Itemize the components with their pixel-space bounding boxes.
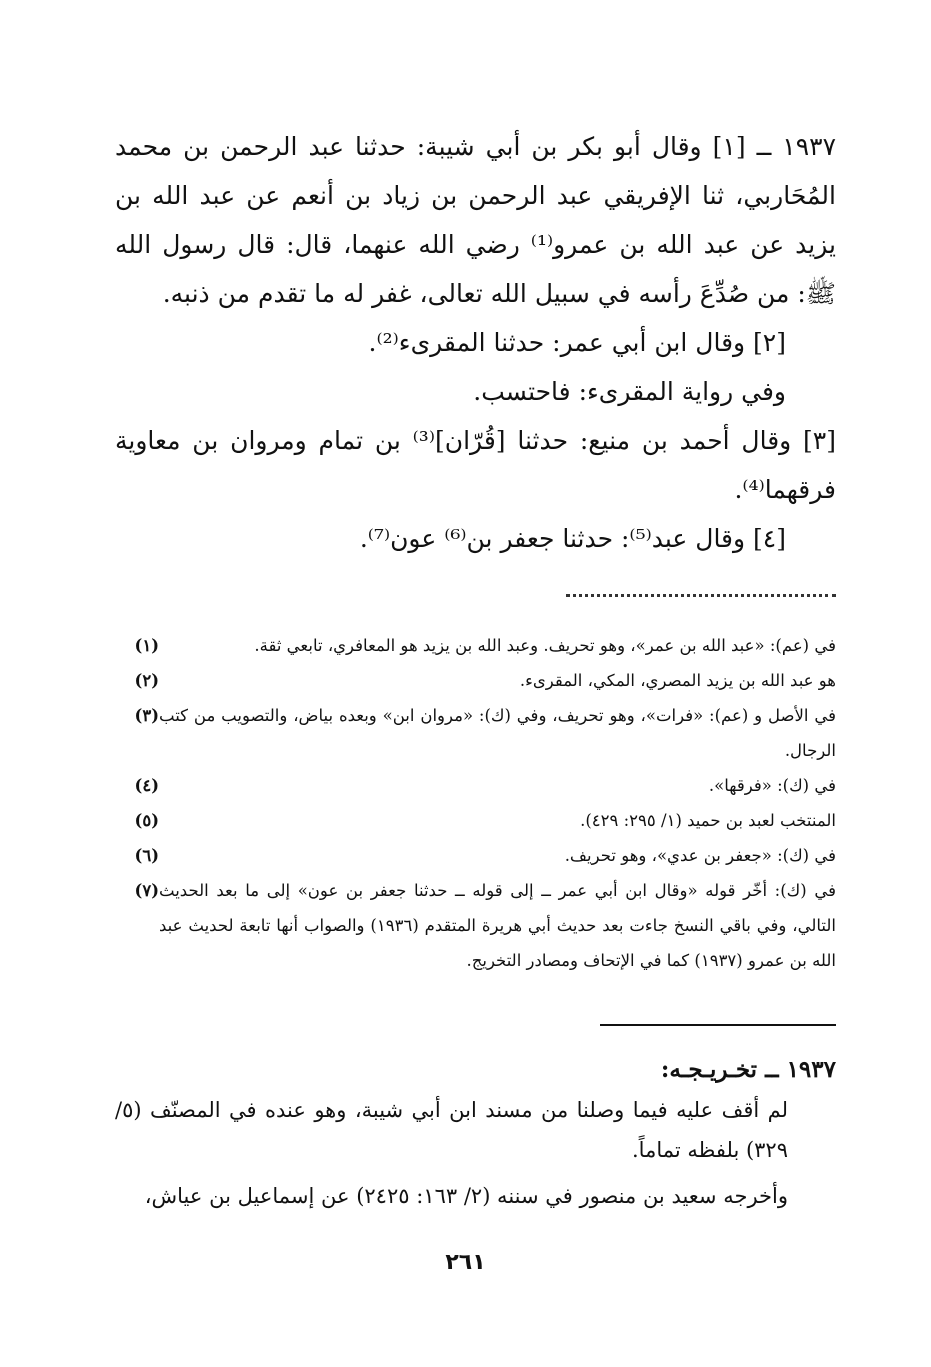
- footnote-number: (٥): [134, 811, 159, 830]
- footnote-2: [115, 663, 836, 698]
- footnote-6: [115, 838, 836, 873]
- footnote-number: (١): [134, 636, 159, 655]
- section-divider: [600, 1024, 836, 1026]
- footnote-number: (٦): [134, 846, 159, 865]
- footnote-text: هو عبد الله بن يزيد المصري، المكي، المقرىء.: [519, 671, 836, 690]
- hadith-paragraph-2: [٢] وقال ابن أبي عمر: حدثنا المقرىء⁽²⁾.: [368, 328, 786, 357]
- footnote-text: في (ك): «فرقها».: [708, 776, 836, 795]
- hadith-paragraph-4: [٣] وقال أحمد بن منيع: حدثنا [قُرّان]⁽³⁾ بن تمام ومروان بن معاوية فرقهما⁽⁴⁾.: [115, 426, 836, 504]
- hadith-paragraph-1: ١٩٣٧ ــ [١] وقال أبو بكر بن أبي شيبة: حدثنا عبد الرحمن بن محمد المُحَاربي، ثنا الإفريقي عبد الرحمن بن زياد بن أنعم عن عبد الله بن يزيد عن عبد الله بن عمرو⁽¹⁾ رضي الله عنهما، قال: قال رسول الله ﷺ: من صُدِّعَ رأسه في سبيل الله تعالى، غفر له ما تقدم من ذنبه.: [115, 132, 837, 308]
- footnote-separator: [566, 594, 836, 607]
- footnotes: [115, 628, 836, 978]
- footnote-text: في (عم): «عبد الله بن عمر»، وهو تحريف. وعبد الله بن يزيد هو المعافري، تابعي ثقة.: [254, 636, 836, 655]
- takhrij-paragraph-2: وأخرجه سعيد بن منصور في سننه (٢/ ١٦٣: ٢٤٢٥) عن إسماعيل بن عياش،: [144, 1184, 788, 1208]
- footnote-text: في (ك): «جعفر بن عدي»، وهو تحريف.: [564, 846, 836, 865]
- hadith-paragraph-5: [٤] وقال عبد⁽⁵⁾: حدثنا جعفر بن⁽⁶⁾ عون⁽⁷⁾.: [359, 524, 786, 553]
- footnote-7: [115, 873, 836, 978]
- takhrij-paragraph-1: لم أقف عليه فيما وصلنا من مسند ابن أبي شيبة، وهو عنده في المصنّف (٥/ ٣٢٩) بلفظه تماماً.: [115, 1098, 788, 1162]
- footnote-3: [115, 698, 836, 768]
- footnote-text: المنتخب لعبد بن حميد (١/ ٢٩٥: ٤٢٩).: [580, 811, 836, 830]
- footnote-number: (٤): [134, 776, 159, 795]
- footnote-text: في الأصل و (عم): «فرات»، وهو تحريف، وفي (ك): «مروان ابن» وبعده بياض، والتصويب من كتب الرجال.: [159, 706, 836, 760]
- footnote-4: [115, 768, 836, 803]
- page-number: ٢٦١: [445, 1250, 486, 1275]
- footnote-5: [115, 803, 836, 838]
- hadith-paragraph-3: وفي رواية المقرىء: فاحتسب.: [473, 377, 786, 406]
- main-text: [115, 122, 836, 563]
- footnote-number: (٧): [134, 881, 159, 900]
- footnote-number: (٢): [134, 671, 159, 690]
- takhrij-heading: ١٩٣٧ ــ تخـريـجـه:: [660, 1056, 836, 1083]
- takhrij-section: [115, 1050, 836, 1216]
- footnote-text: في (ك): أخّر قوله «وقال ابن أبي عمر ــ إلى قوله ــ حدثنا جعفر بن عون» إلى ما بعد الحديث التالي، وفي باقي النسخ جاءت بعد حديث أبي هريرة المتقدم (١٩٣٦) والصواب أنها تابعة لحديث عبد الله بن عمرو (١٩٣٧) كما في الإتحاف ومصادر التخريج.: [159, 881, 836, 970]
- footnote-1: [115, 628, 836, 663]
- footnote-number: (٣): [134, 706, 159, 725]
